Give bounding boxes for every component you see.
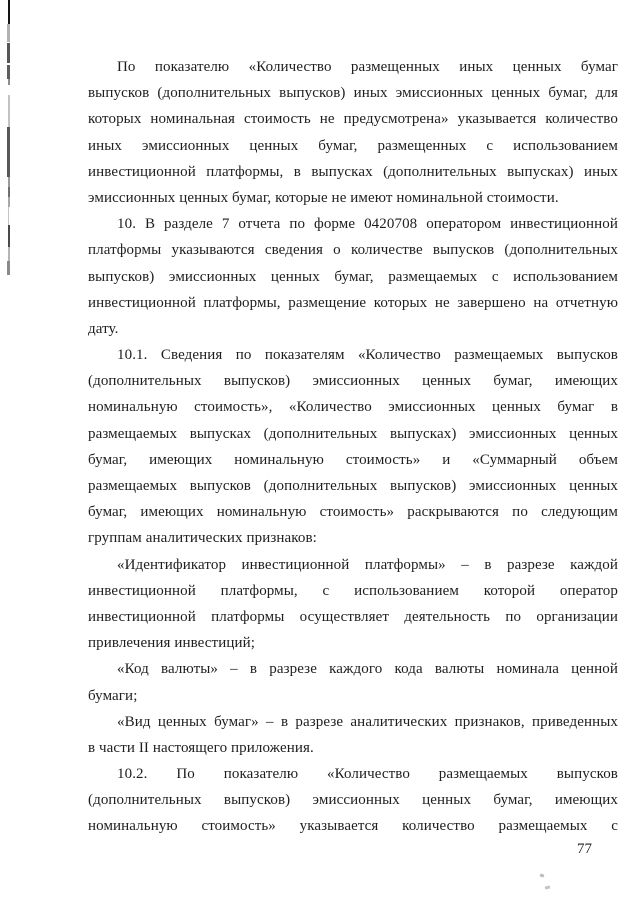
text-line: бумаги; xyxy=(88,687,138,704)
text-line: номинальную стоимость», «Количество эмиссионных ценных бумаг в xyxy=(88,399,618,416)
text-block xyxy=(88,54,618,840)
text-line: в части II настоящего приложения. xyxy=(88,739,314,756)
text-line: группам аналитических признаков: xyxy=(88,530,317,547)
text-line: «Идентификатор инвестиционной платформы» – в разрезе каждой xyxy=(117,556,618,573)
paragraph xyxy=(88,656,618,708)
paragraph xyxy=(88,54,618,211)
text-line: привлечения инвестиций; xyxy=(88,635,255,652)
scan-mark xyxy=(8,207,9,225)
text-line: платформы указываются сведения о количестве выпусков (дополнительных xyxy=(88,242,618,259)
paragraph xyxy=(88,211,618,342)
scan-mark xyxy=(8,79,10,85)
text-line: инвестиционной платформы осуществляет деятельность по организации xyxy=(88,608,618,625)
paragraph xyxy=(88,761,618,840)
text-line: выпусков (дополнительных выпусков) иных эмиссионных ценных бумаг, для xyxy=(88,85,618,102)
text-line: размещаемых выпусках (дополнительных выпусках) эмиссионных ценных xyxy=(88,425,618,442)
text-line: эмиссионных ценных бумаг, которые не имеют номинальной стоимости. xyxy=(88,189,559,206)
text-line: выпусков) эмиссионных ценных бумаг, размещаемых с использованием xyxy=(88,268,618,285)
page-number: 77 xyxy=(577,841,592,857)
text-line: «Код валюты» – в разрезе каждого кода валюты номинала ценной xyxy=(117,661,618,678)
text-line: инвестиционной платформы, с использованием которой оператор xyxy=(88,582,618,599)
scan-speckle xyxy=(540,873,545,877)
text-line: иных эмиссионных ценных бумаг, размещенных с использованием xyxy=(88,137,618,154)
text-line: размещаемых выпусков (дополнительных выпусков) эмиссионных ценных xyxy=(88,478,618,494)
scan-mark xyxy=(8,95,10,127)
text-line: (дополнительных выпусков) эмиссионных ценных бумаг, имеющих xyxy=(88,373,618,390)
text-line: дату. xyxy=(88,320,119,337)
text-line: 10. В разделе 7 отчета по форме 0420708 оператором инвестиционной xyxy=(117,216,618,233)
paragraph xyxy=(88,709,618,761)
scan-mark xyxy=(7,127,10,177)
text-line: «Вид ценных бумаг» – в разрезе аналитических признаков, приведенных xyxy=(117,713,618,730)
scan-mark xyxy=(8,177,10,187)
scan-mark xyxy=(8,197,10,207)
text-line: 10.1. Сведения по показателям «Количество размещаемых выпусков xyxy=(117,347,618,364)
text-line: бумаг, имеющих номинальную стоимость» и «Суммарный объем xyxy=(88,451,618,468)
paragraph xyxy=(88,342,618,552)
text-line: 10.2. По показателю «Количество размещаемых выпусков xyxy=(117,766,618,783)
scan-speckle xyxy=(545,885,551,889)
text-line: инвестиционной платформы, в выпусках (дополнительных выпусках) иных xyxy=(88,163,618,180)
scan-mark xyxy=(7,65,10,79)
text-line: номинальную стоимость» указывается количество размещаемых с xyxy=(88,818,618,835)
scan-mark xyxy=(7,24,10,42)
text-line: бумаг, имеющих номинальную стоимость» раскрываются по следующим xyxy=(88,504,618,521)
scan-mark xyxy=(8,247,10,261)
text-line: которых номинальная стоимость не предусмотрена» указывается количество xyxy=(88,111,618,128)
scan-mark xyxy=(8,225,10,247)
scan-mark xyxy=(8,0,10,24)
scan-mark xyxy=(8,187,10,197)
text-line: (дополнительных выпусков) эмиссионных ценных бумаг, имеющих xyxy=(88,792,618,809)
scan-mark xyxy=(7,43,10,63)
text-line: По показателю «Количество размещенных иных ценных бумаг xyxy=(117,59,618,75)
paragraph xyxy=(88,552,618,657)
text-line: инвестиционной платформы, размещение которых не завершено на отчетную xyxy=(88,294,618,311)
scan-mark xyxy=(7,261,10,275)
